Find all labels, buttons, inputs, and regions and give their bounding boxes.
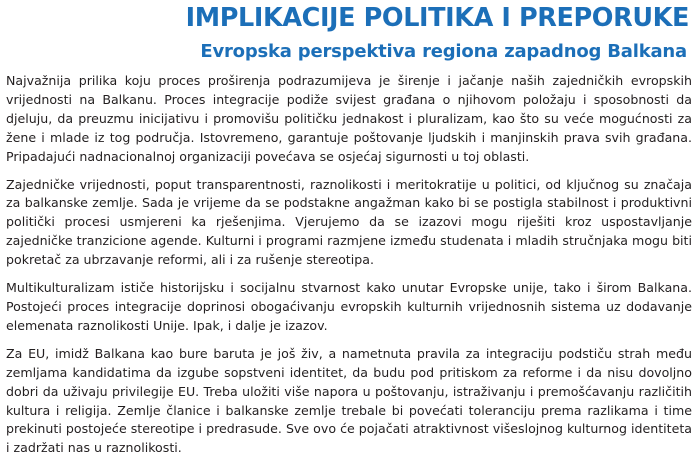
- paragraph-1: Najvažnija prilika koju proces proširenja podrazumijeva je širenje i jačanje naših zajedničkih evropskih vrijednosti na Balkanu. Proces integracije podiže svijest građana o njihovom položaju i sposobnosti da djeluju, da preuzmu inicijativu i promovišu političku jednakost i pluralizam, kao što su veće mogućnosti za žene i mlade iz tog područja. Istovremeno, garantuje poštovanje ljudskih i manjinskih prava svih građana. Pripadajući nadnacionalnoj organizaciji povećava se osjećaj sigurnosti u toj oblasti.: [6, 73, 692, 164]
- page-title: IMPLIKACIJE POLITIKA I PREPORUKE: [185, 3, 689, 33]
- paragraph-4: Za EU, imidž Balkana kao bure baruta je još živ, a nametnuta pravila za integraciju podstiču strah među zemljama kandidatima da izgube sopstveni identitet, da budu pod pritiskom za reforme i da nisu dovoljno dobri da uživaju privilegije EU. Treba uložiti više napora u poštovanju, istraživanju i premošćavanju različitih kultura i religija. Zemlje članice i balkanske zemlje trebale bi povećati toleranciju prema razlikama i time prekinuti postojeće stereotipe i predrasude. Sve ovo će pojačati atraktivnost višeslojnog kulturnog identiteta i zadržati nas u raznolikosti.: [6, 345, 692, 456]
- paragraph-3: Multikulturalizam ističe historijsku i socijalnu stvarnost kako unutar Evropske unije, tako i širom Balkana. Postojeći proces integracije doprinosi obogaćivanju evropskih kulturnih vrijednosnih sistema uz dodavanje elemenata raznolikosti Unije. Ipak, i dalje je izazov.: [6, 280, 692, 333]
- paragraph-2: Zajedničke vrijednosti, poput transparentnosti, raznolikosti i meritokratije u politici, od ključnog su značaja za balkanske zemlje. Sada je vrijeme da se podstakne angažman kako bi se postigla stabilnost i produktivni politički procesi usmjereni ka rješenjima. Vjerujemo da se izazovi mogu riješiti kroz uspostavljanje zajedničke tranzicione agende. Kulturni i programi razmjene između studenata i mladih stručnjaka mogu biti pokretač za ubrzavanje reformi, ali i za rušenje stereotipa.: [6, 176, 692, 268]
- page-subtitle: Evropska perspektiva regiona zapadnog Balkana: [200, 41, 687, 62]
- body-text: [6, 72, 692, 467]
